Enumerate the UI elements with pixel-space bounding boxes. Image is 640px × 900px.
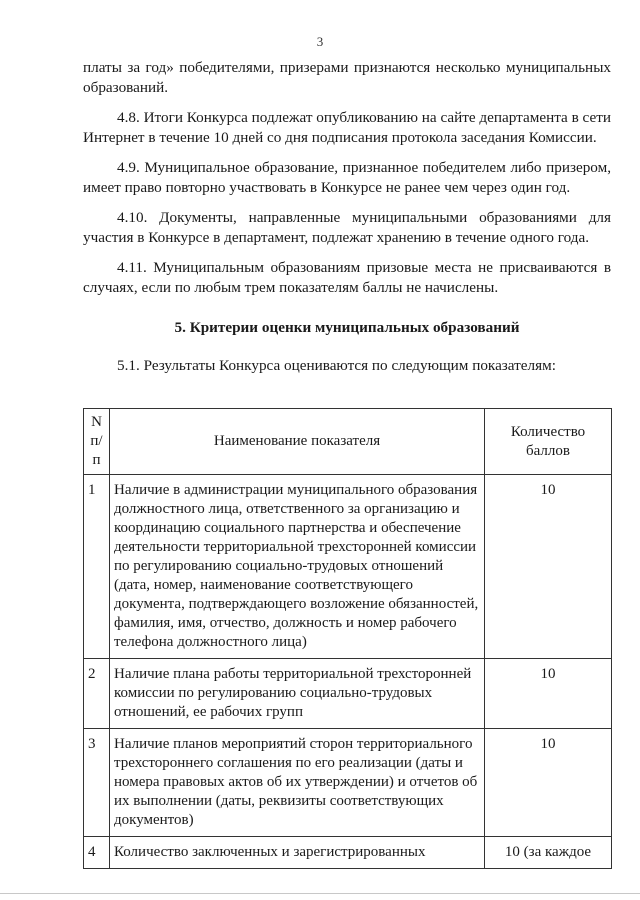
table-row xyxy=(84,475,612,659)
paragraph-4-11: 4.11. Муниципальным образованиям призовые места не присваиваются в случаях, если по любым трем показателям баллы не начислены. xyxy=(83,259,611,296)
row-score: 10 (за каждое xyxy=(485,837,612,869)
row-num: 4 xyxy=(84,837,110,869)
row-num: 3 xyxy=(84,729,110,837)
row-score: 10 xyxy=(485,475,612,659)
page-bottom-divider xyxy=(0,893,640,894)
header-score: Количество баллов xyxy=(485,409,612,475)
paragraph-4-9: 4.9. Муниципальное образование, признанное победителем либо призером, имеет право повторно участвовать в Конкурсе не ранее чем через один год. xyxy=(83,159,611,196)
row-num: 1 xyxy=(84,475,110,659)
page-number: 3 xyxy=(316,34,324,49)
table-header-row xyxy=(84,409,612,475)
criteria-table xyxy=(83,408,612,869)
row-name: Наличие плана работы территориальной трехсторонней комиссии по регулированию социально-трудовых отношений, ее рабочих групп xyxy=(110,659,485,729)
table-row xyxy=(84,659,612,729)
table-row xyxy=(84,837,612,869)
document-body xyxy=(83,58,611,869)
row-score: 10 xyxy=(485,729,612,837)
row-name: Количество заключенных и зарегистрированных xyxy=(110,837,485,869)
row-score: 10 xyxy=(485,659,612,729)
section-title: 5. Критерии оценки муниципальных образований xyxy=(174,319,520,336)
row-name: Наличие планов мероприятий сторон территориального трехстороннего соглашения по его реализации (даты и номера правовых актов об их утверждении) и отчетов об их выполнении (даты, реквизиты соответствующих документов) xyxy=(110,729,485,837)
table-row xyxy=(84,729,612,837)
header-name: Наименование показателя xyxy=(110,409,485,475)
paragraph-4-10: 4.10. Документы, направленные муниципальными образованиями для участия в Конкурсе в департамент, подлежат хранению в течение одного года. xyxy=(83,209,611,246)
header-num: N п/п xyxy=(84,409,110,475)
paragraph-continuation: платы за год» победителями, призерами признаются несколько муниципальных образований. xyxy=(83,59,611,96)
row-num: 2 xyxy=(84,659,110,729)
section-intro: 5.1. Результаты Конкурса оцениваются по следующим показателям: xyxy=(117,357,556,374)
row-name: Наличие в администрации муниципального образования должностного лица, ответственного за организацию и координацию социального партнерства и обеспечение деятельности территориальной трехсторонней комиссии по регулированию социально-трудовых отношений (дата, номер, наименование соответствующего документа, подтверждающего возложение обязанностей, фамилия, имя, отчество, должность и номер рабочего телефона должностного лица) xyxy=(110,475,485,659)
paragraph-4-8: 4.8. Итоги Конкурса подлежат опубликованию на сайте департамента в сети Интернет в течение 10 дней со дня подписания протокола заседания Комиссии. xyxy=(83,109,611,146)
